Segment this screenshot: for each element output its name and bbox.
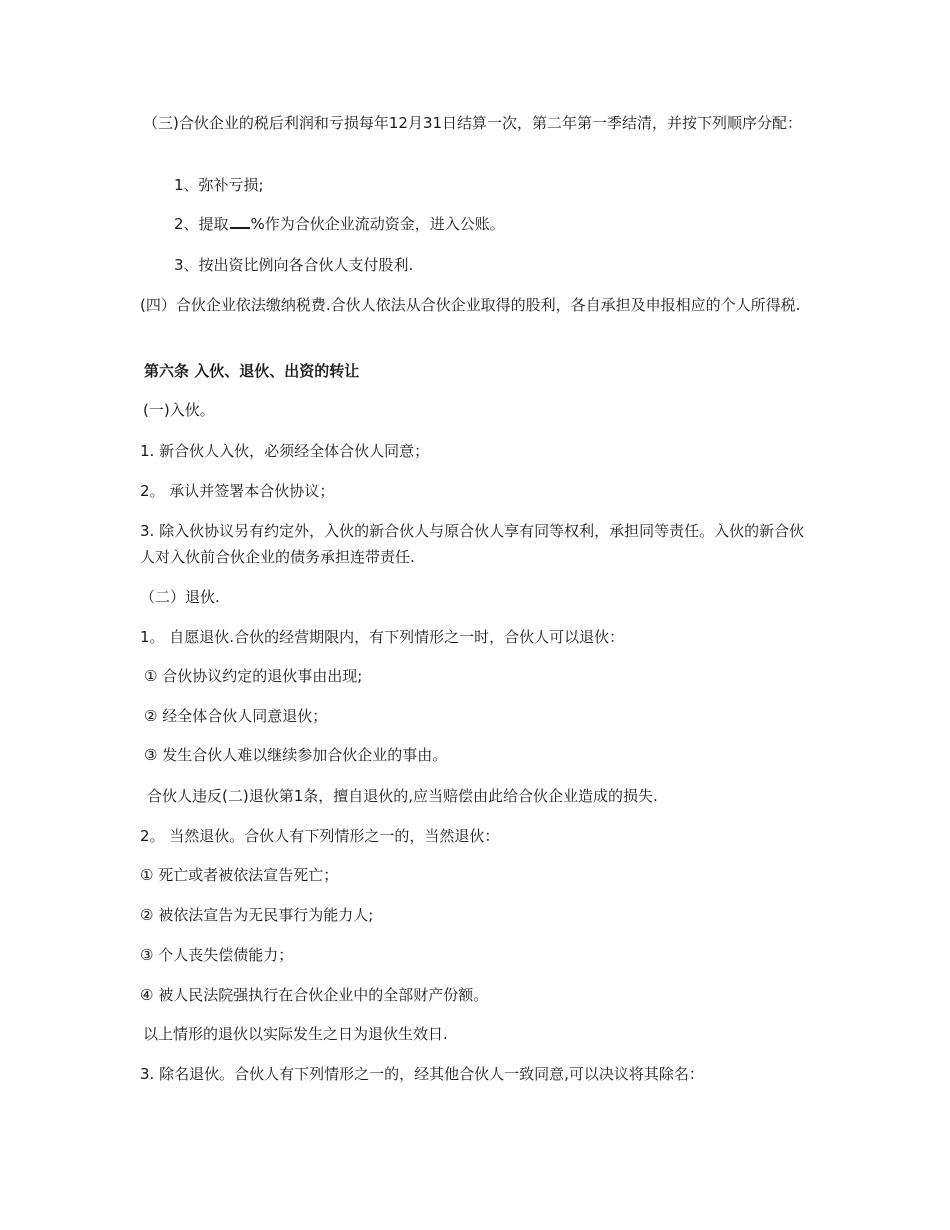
paragraph-profit-distribution: （三)合伙企业的税后利润和亏损每年12月31日结算一次，第二年第一季结清，并按下列顺序分配： xyxy=(143,114,803,132)
section-heading-withdrawal: （二）退伙. xyxy=(140,588,220,606)
article-heading: 第六条 入伙、退伙、出资的转让 xyxy=(144,362,360,380)
paragraph-voluntary-withdrawal: 1。 自愿退伙.合伙的经营期限内，有下列情形之一时，合伙人可以退伙： xyxy=(140,628,625,646)
paragraph-effective-date: 以上情形的退伙以实际发生之日为退伙生效日. xyxy=(143,1025,448,1043)
paragraph-expulsion: 3. 除名退伙。合伙人有下列情形之一的，经其他合伙人一致同意,可以决议将其除名： xyxy=(140,1065,704,1083)
list-item-automatic-b: ② 被依法宣告为无民事行为能力人; xyxy=(140,906,374,924)
list-item-automatic-d: ④ 被人民法院强执行在合伙企业中的全部财产份额。 xyxy=(140,986,489,1004)
paragraph-admission-sign: 2。 承认并签署本合伙协议； xyxy=(140,482,335,500)
list-item-voluntary-a: ① 合伙协议约定的退伙事由出现; xyxy=(144,667,363,685)
list-item-offset-losses: 1、弥补亏损; xyxy=(174,176,264,194)
section-heading-admission: (一)入伙。 xyxy=(143,401,215,419)
paragraph-admission-rights: 3. 除入伙协议另有约定外，入伙的新合伙人与原合伙人享有同等权利，承担同等责任。入伙的新合伙人对入伙前合伙企业的债务承担连带责任. xyxy=(140,522,805,566)
percentage-blank xyxy=(230,213,250,229)
list-item-reserve-funds xyxy=(174,211,505,237)
paragraph-automatic-withdrawal: 2。 当然退伙。合伙人有下列情形之一的，当然退伙： xyxy=(140,827,500,845)
list-item-pay-dividends: 3、按出资比例向各合伙人支付股利. xyxy=(174,256,414,274)
list-item-reserve-pre: 2、提取 xyxy=(174,215,229,233)
paragraph-taxes: (四）合伙企业依法缴纳税费.合伙人依法从合伙企业取得的股利，各自承担及申报相应的个人所得税. xyxy=(140,296,801,314)
list-item-automatic-a: ① 死亡或者被依法宣告死亡； xyxy=(140,866,339,884)
list-item-voluntary-b: ② 经全体合伙人同意退伙； xyxy=(144,707,328,725)
list-item-voluntary-c: ③ 发生合伙人难以继续参加合伙企业的事由。 xyxy=(144,746,448,764)
paragraph-admission-consent: 1. 新合伙人入伙，必须经全体合伙人同意； xyxy=(140,442,430,460)
list-item-reserve-post: %作为合伙企业流动资金，进入公账。 xyxy=(250,215,505,233)
paragraph-unauthorized-withdrawal: 合伙人违反(二)退伙第1条，擅自退伙的,应当赔偿由此给合伙企业造成的损失. xyxy=(147,787,658,805)
list-item-automatic-c: ③ 个人丧失偿债能力； xyxy=(140,946,294,964)
